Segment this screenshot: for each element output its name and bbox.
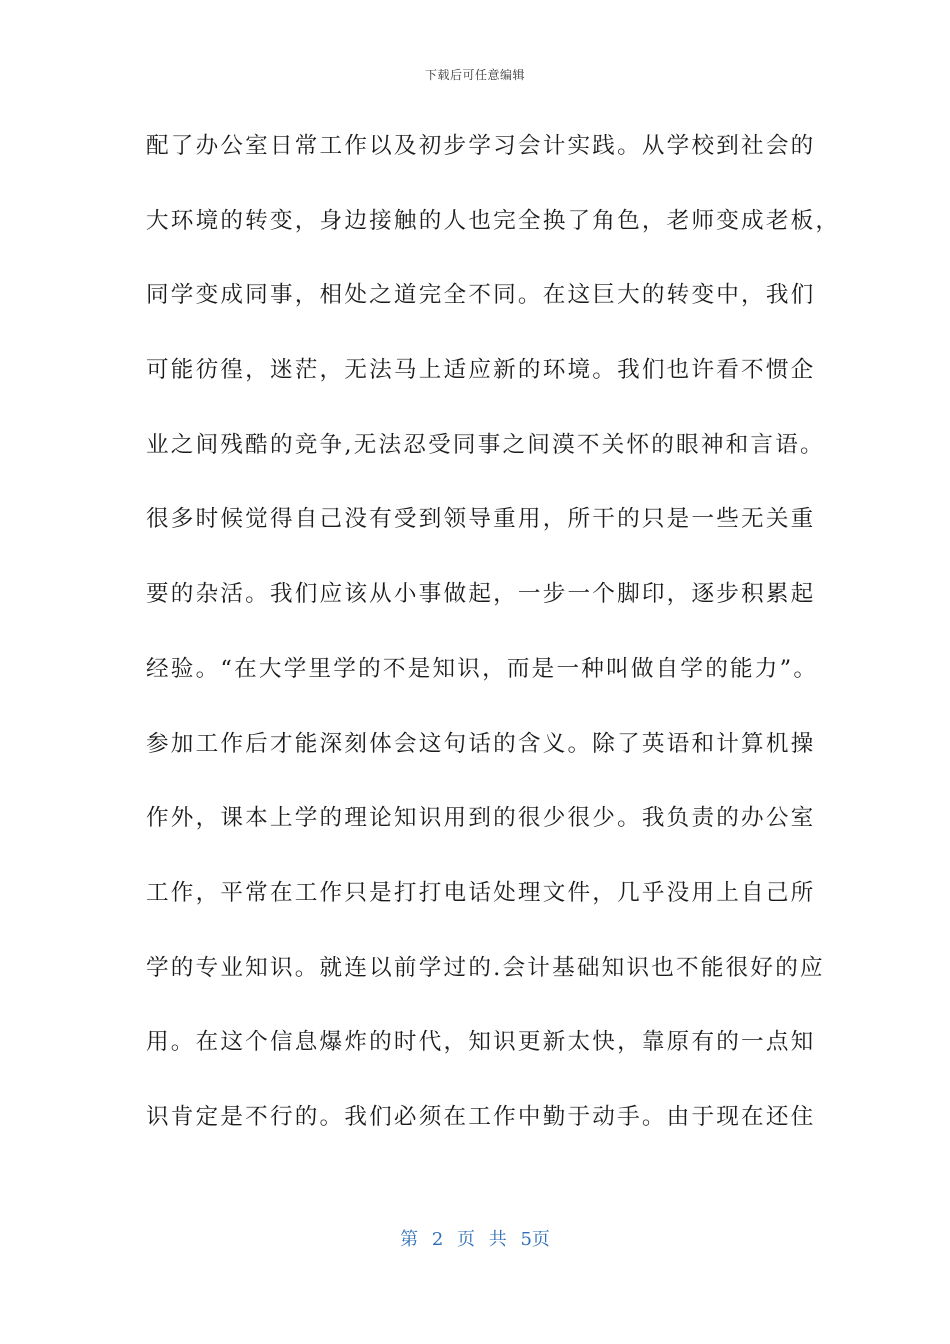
page-label-prefix: 第 (400, 1229, 419, 1250)
text-line: 可能彷徨，迷茫，无法马上适应新的环境。我们也许看不惯企 (146, 357, 816, 384)
text-line: 学的专业知识。就连以前学过的.会计基础知识也不能很好的应 (146, 954, 825, 981)
page-footer (0, 1225, 950, 1251)
text-line: 识肯定是不行的。我们必须在工作中勤于动手。由于现在还住 (146, 1103, 816, 1130)
page-label: 页 (457, 1229, 475, 1250)
text-line: 很多时候觉得自己没有受到领导重用，所干的只是一些无关重 (146, 506, 816, 533)
total-pages: 5页 (520, 1229, 550, 1250)
document-body (146, 126, 841, 1172)
total-label: 共 (488, 1229, 507, 1250)
text-line: 参加工作后才能深刻体会这句话的含义。除了英语和计算机操 (146, 730, 816, 757)
page-header: 下载后可任意编辑 (424, 68, 525, 82)
text-line: 业之间残酷的竞争,无法忍受同事之间漠不关怀的眼神和言语。 (146, 431, 825, 458)
text-line: 大环境的转变，身边接触的人也完全换了角色，老师变成老板， (146, 207, 841, 234)
text-line: 经验。“在大学里学的不是知识，而是一种叫做自学的能力”。 (146, 655, 819, 682)
current-page-number: 2 (431, 1229, 444, 1250)
text-line: 用。在这个信息爆炸的时代，知识更新太快，靠原有的一点知 (146, 1029, 816, 1056)
text-line: 同学变成同事，相处之道完全不同。在这巨大的转变中，我们 (146, 282, 816, 309)
text-line: 配了办公室日常工作以及初步学习会计实践。从学校到社会的 (146, 133, 816, 159)
text-line: 要的杂活。我们应该从小事做起，一步一个脚印，逐步积累起 (146, 581, 816, 608)
text-line: 工作，平常在工作只是打打电话处理文件，几乎没用上自己所 (146, 879, 816, 906)
text-line: 作外，课本上学的理论知识用到的很少很少。我负责的办公室 (146, 805, 816, 832)
